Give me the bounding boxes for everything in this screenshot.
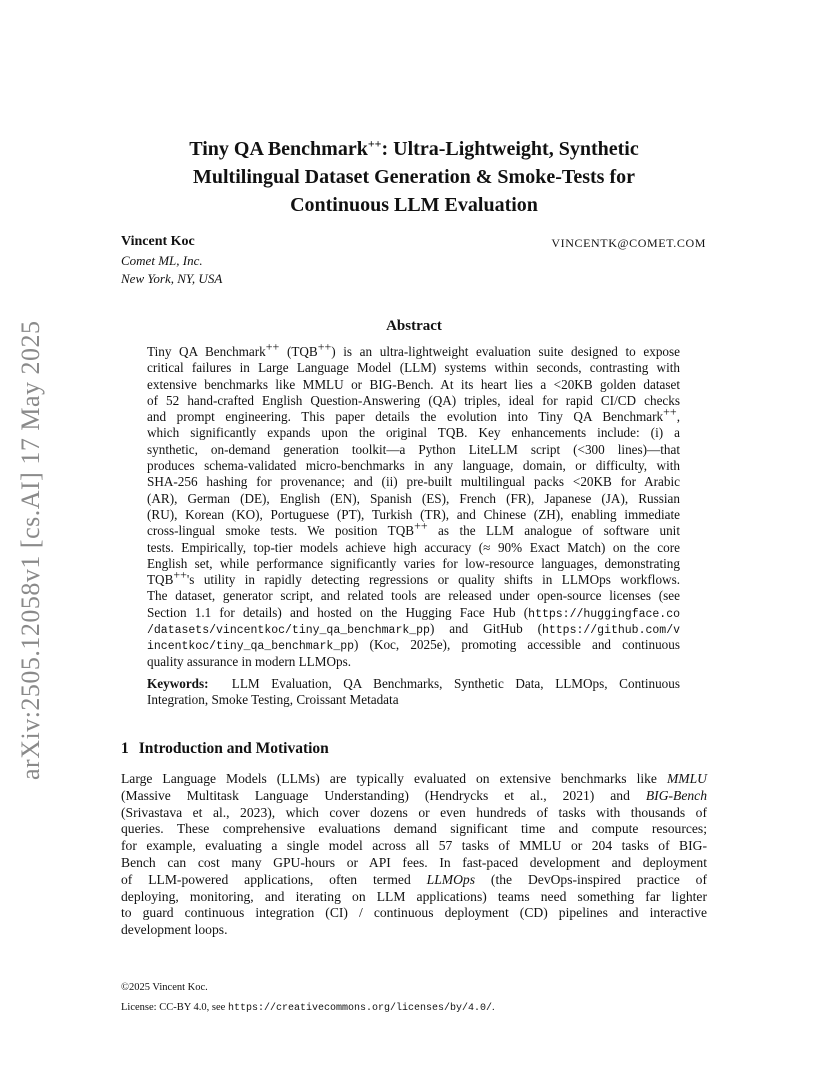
keywords: Keywords: LLM Evaluation, QA Benchmarks, Synthetic Data, LLMOps, Continuous bbox=[147, 675, 680, 691]
author-location: New York, NY, USA bbox=[121, 271, 223, 286]
arxiv-identifier-stamp: arXiv:2505.12058v1 [cs.AI] 17 May 2025 bbox=[16, 320, 45, 780]
copyright-notice: ©2025 Vincent Koc. bbox=[121, 982, 208, 993]
license-notice: License: CC-BY 4.0, see https://creativecommons.org/licenses/by/4.0/. bbox=[121, 1002, 495, 1014]
github-link-cont[interactable]: incentkoc/tiny_qa_benchmark_pp bbox=[147, 640, 355, 654]
paper-title: Tiny QA Benchmark++: Ultra-Lightweight, Synthetic Multilingual Dataset Generation & Smoke-Tests for Continuous LLM Evaluation bbox=[189, 136, 639, 216]
author-email: VINCENTK@COMET.COM bbox=[551, 236, 706, 250]
abstract-heading: Abstract bbox=[386, 318, 442, 334]
author-name: Vincent Koc bbox=[121, 234, 195, 249]
abstract-body: Tiny QA Benchmark++ (TQB++) is an ultra-lightweight evaluation suite designed to expose critical failures in Large Language Model (LLM) systems within seconds, contrasting with extensive benchmarks like MMLU or BIG-Bench. At its heart lies a <20KB golden dataset of 52 hand-crafted English Question-Answering (QA) triples, ideal for rapid CI/CD checks and prompt engineering. This paper details the evolution into Tiny QA Benchmark++, which significantly expands upon the original TQB. Key enhancements include: (i) a synthetic, on-demand generation toolkit—a Python LiteLLM script (<300 lines)—that produces schema-validated micro-benchmarks in any language, domain, or difficulty, with SHA-256 hashing for provenance; and (ii) pre-built multilingual packs <20KB for Arabic (AR), German (DE), English (EN), Spanish (ES), French (FR), Japanese (JA), Russian (RU), Korean (KO), Portuguese (PT), Turkish (TR), and Chinese (ZH), enabling immediate cross-lingual smoke tests. We position TQB++ as the LLM analogue of software unit tests. Empirically, top-tier models achieve high accuracy (≈ 90% Exact Match) on the core English set, while performance significantly varies for low-resource languages, demonstrating TQB++'s utility in rapidly detecting regressions or quality shifts in LLMOps workflows. The dataset, generator script, and related tools are released under open-source licenses (see Section 1.1 for details) and hosted on the Hugging Face Hub (https://huggingface.co /datasets/vincentkoc/tiny_qa_benchmark_pp) and GitHub (https://github.com/v incentkoc/tiny_qa_benchmark_pp) (Koc, 2025e), promoting accessible and continuous quality assurance in modern LLMOps. Keywords: LLM Evaluation, QA Benchmarks, Synthetic Data, LLMOps, Continuous Integration, Smoke Testing, Croissant Metadata bbox=[147, 339, 681, 708]
github-link[interactable]: https://github.com/v bbox=[541, 624, 680, 638]
author-affiliation: Comet ML, Inc. bbox=[121, 253, 203, 268]
section-heading-introduction: 1 Introduction and Motivation bbox=[121, 740, 329, 757]
license-link[interactable]: https://creativecommons.org/licenses/by/4.0/ bbox=[227, 1003, 492, 1014]
huggingface-link[interactable]: https://huggingface.co bbox=[528, 607, 680, 621]
huggingface-link-cont[interactable]: /datasets/vincentkoc/tiny_qa_benchmark_pp bbox=[147, 624, 430, 638]
introduction-body: Large Language Models (LLMs) are typically evaluated on extensive benchmarks like MMLU (Massive Multitask Language Understanding) (Hendrycks et al., 2021) and BIG-Bench (Srivastava et al., 2023), which cover dozens or even hundreds of tasks with thousands of queries. These comprehensive evaluations demand significant time and compute resources; for example, evaluating a single model across all 57 tasks of MMLU or 204 tasks of BIG- Bench can cost many GPU-hours or API fees. In fast-paced development and deployment of LLM-powered applications, often termed LLMOps (the DevOps-inspired practice of deploying, monitoring, and iterating on LLM applications) teams need something far lighter to guard continuous integration (CI) / continuous deployment (CD) pipelines and interactive development loops. bbox=[121, 771, 707, 938]
